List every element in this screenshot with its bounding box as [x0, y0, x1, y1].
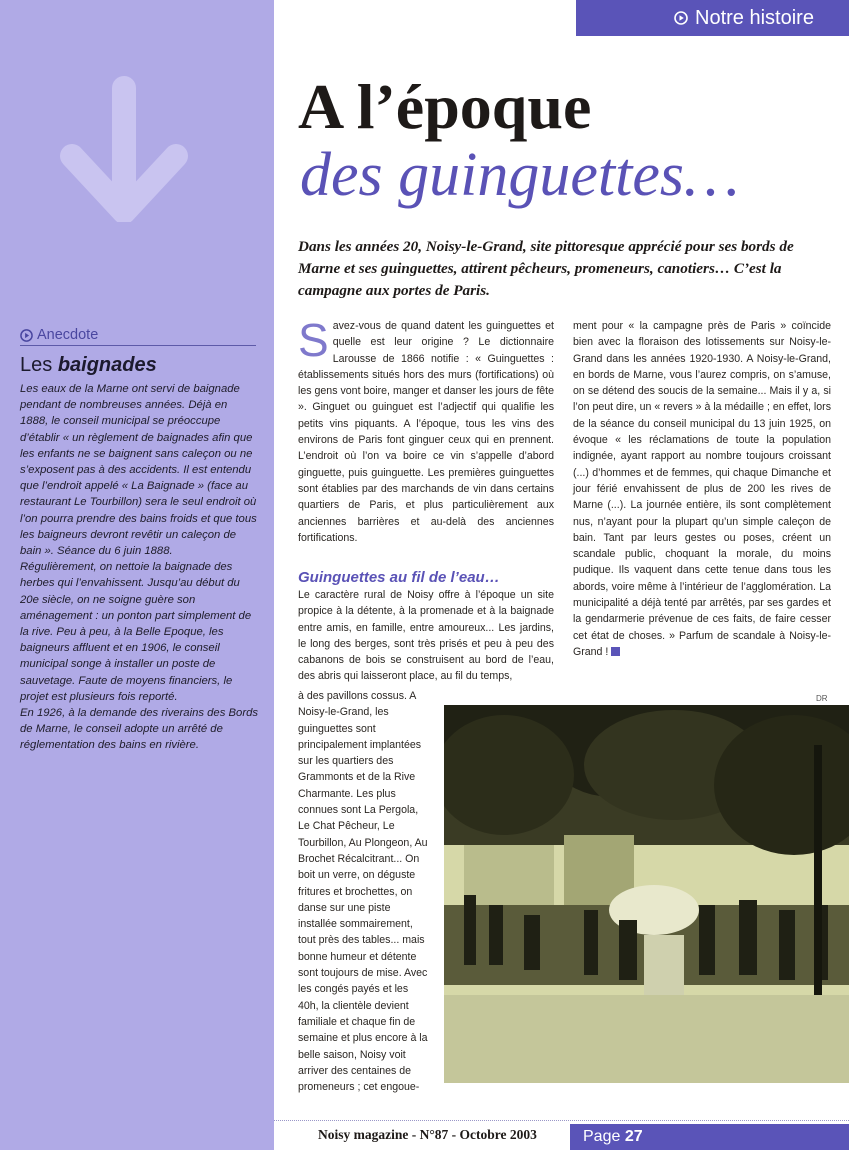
article-body-wide: Le caractère rural de Noisy offre à l’époque un site propice à la détente, à la promenade et à la baignade entre amis, en famille, entre amoureux... Les jardins, le long des berges, sont très prisés et peu à peu des cabanons de bois se construisent au bord de l’eau, des abris qui laisseront place, au fil du temps,	[298, 589, 554, 683]
anecdote-label: Anecdote	[37, 327, 99, 343]
article-intro	[298, 314, 554, 546]
column-2-text: ment pour « la campagne près de Paris » coïncide bien avec la floraison des lotissements sur Noisy-le-Grand dans les années 1920-1930. A Noisy-le-Grand, en bords de Marne, vous l’aurez compris, on s’amuse, on se détend des soucis de la semaine... Mais il y a, si l’on peut dire, un « revers » à la médaille ; en effet, lors de la séance du conseil municipal du 13 juin 1925, on évoque « les réclamations de toute la population indignée, ayant rapport au nombre toujours croissant (...) d’hommes et de femmes, qui chaque Dimanche et jour férié envahissent de plus de 200 les rives de Marne (...). La journée entière, ils sont complètement nus, n’ayant pour la plupart qu’un simple caleçon de bain. Tant par leurs gestes ou poses, créent un scandale public, choquant la morale, du moins pudique. Ils vaquent dans cette tenue dans tous les abords, voire même à l’intérieur de l’agglomération. La municipalité a déjà tenté par arrêtés, par ses gardes et la gendarmerie prévenue de ces faits, de faire cesser cet état de choses. » Parfum de scandale à Noisy-le-Grand !	[573, 320, 831, 658]
page-number: 27	[624, 1128, 643, 1145]
footer-divider	[274, 1120, 849, 1121]
anecdote-header	[20, 327, 256, 346]
photo-credit: DR	[816, 694, 828, 703]
page-number-box	[570, 1124, 849, 1150]
sidebar-panel	[0, 0, 274, 1150]
drop-cap: S	[298, 314, 329, 366]
article-body-narrow: à des pavillons cossus. A Noisy-le-Grand, les guinguettes sont principalement implantées sur les quartiers des Grammonts et de la Rive Charmante. Les plus connues sont La Pergola, Le Chat Pêcheur, Le Tourbillon, Au Plongeon, Au Brochet Récalcitrant... On boit un verre, on déguste fritures et brochettes, on danse sur une piste installée sommairement, tout près des tables... mais bonne humeur et détente sont toujours de mise. Avec les congés payés et les 40h, la clientèle devient familiale et chaque fin de semaine et plus encore à la belle saison, Noisy voit arriver des centaines de promeneurs ; cet engoue-	[298, 690, 428, 1094]
title-line-2: des guinguettes…	[300, 141, 740, 209]
article-column-2	[573, 318, 831, 660]
section-badge-label: Notre histoire	[695, 6, 814, 29]
play-circle-icon	[20, 329, 33, 342]
anecdote-title-prefix: Les	[20, 354, 53, 376]
anecdote-paragraph: En 1926, à la demande des riverains des Bords de Marne, le conseil adopte un arrêté de réglementation des bains en rivière.	[20, 707, 259, 752]
section-badge	[576, 0, 849, 36]
subheading: Guinguettes au fil de l’eau…	[298, 569, 500, 586]
footer-magazine: Noisy magazine - N°87 - Octobre 2003	[318, 1127, 537, 1142]
historic-photo	[444, 705, 849, 1083]
title-line-1: A l’époque	[298, 71, 592, 142]
anecdote-title-bold: baignades	[57, 354, 157, 376]
down-arrow-icon	[58, 72, 190, 222]
anecdote-paragraph: Les eaux de la Marne ont servi de baignade pendant de nombreuses années. Déjà en 1888, le conseil municipal se préoccupe d’établir « un règlement de baignades afin que les enfants ne se baignent sans caleçon ou ne s’exposent pas à des accidents. Il est entendu que l’endroit appelé « La Baignade » (face au restaurant Le Tourbillon) sera le seul endroit où l’on pourra prendre des bains froids et que tous les baigneurs devront revêtir un caleçon de bain ». Séance du 6 juin 1888.	[20, 383, 257, 558]
intro-text: avez-vous de quand datent les guinguettes et quelle est leur origine ? Le dictionnaire Larousse de 1866 notifie : « Guinguettes : établissements situés hors des murs (fortifications) où les gens vont boire, manger et danser les jours de fête ». Ginguet ou guinguet est l’adjectif qui qualifie les petits vins piquants. A l’époque, tous les vins des environs de Paris font ginguer ceux qui en prennent. L’endroit où l’on va boire ce vin s’appelle d’abord ginguette, puis guinguette. Les premières guinguettes sont établies par des marchands de vin dans certains quartiers de Paris, et plus particulièrement aux anciennes barrières et au-delà des anciennes fortifications.	[298, 320, 554, 544]
anecdote-paragraph: Régulièrement, on nettoie la baignade des herbes qui l’envahissent. Jusqu’au début du 20e siècle, on ne soigne guère son aménagement : un ponton part simplement de la rive. Peu à peu, à la Belle Epoque, les baigneurs affluent et en 1906, le conseil municipal songe à installer un poste de sauvetage. Faute de moyens financiers, le projet est plusieurs fois reporté.	[20, 561, 252, 703]
anecdote-text	[20, 381, 258, 754]
lede: Dans les années 20, Noisy-le-Grand, site pittoresque apprécié pour ses bords de Marne et ses guinguettes, attirent pêcheurs, promeneurs, canotiers… C’est la campagne aux portes de Paris.	[298, 238, 794, 299]
end-mark-icon	[611, 647, 620, 656]
page-label: Page	[583, 1128, 621, 1145]
play-circle-icon	[674, 11, 688, 25]
anecdote-title	[20, 354, 157, 377]
